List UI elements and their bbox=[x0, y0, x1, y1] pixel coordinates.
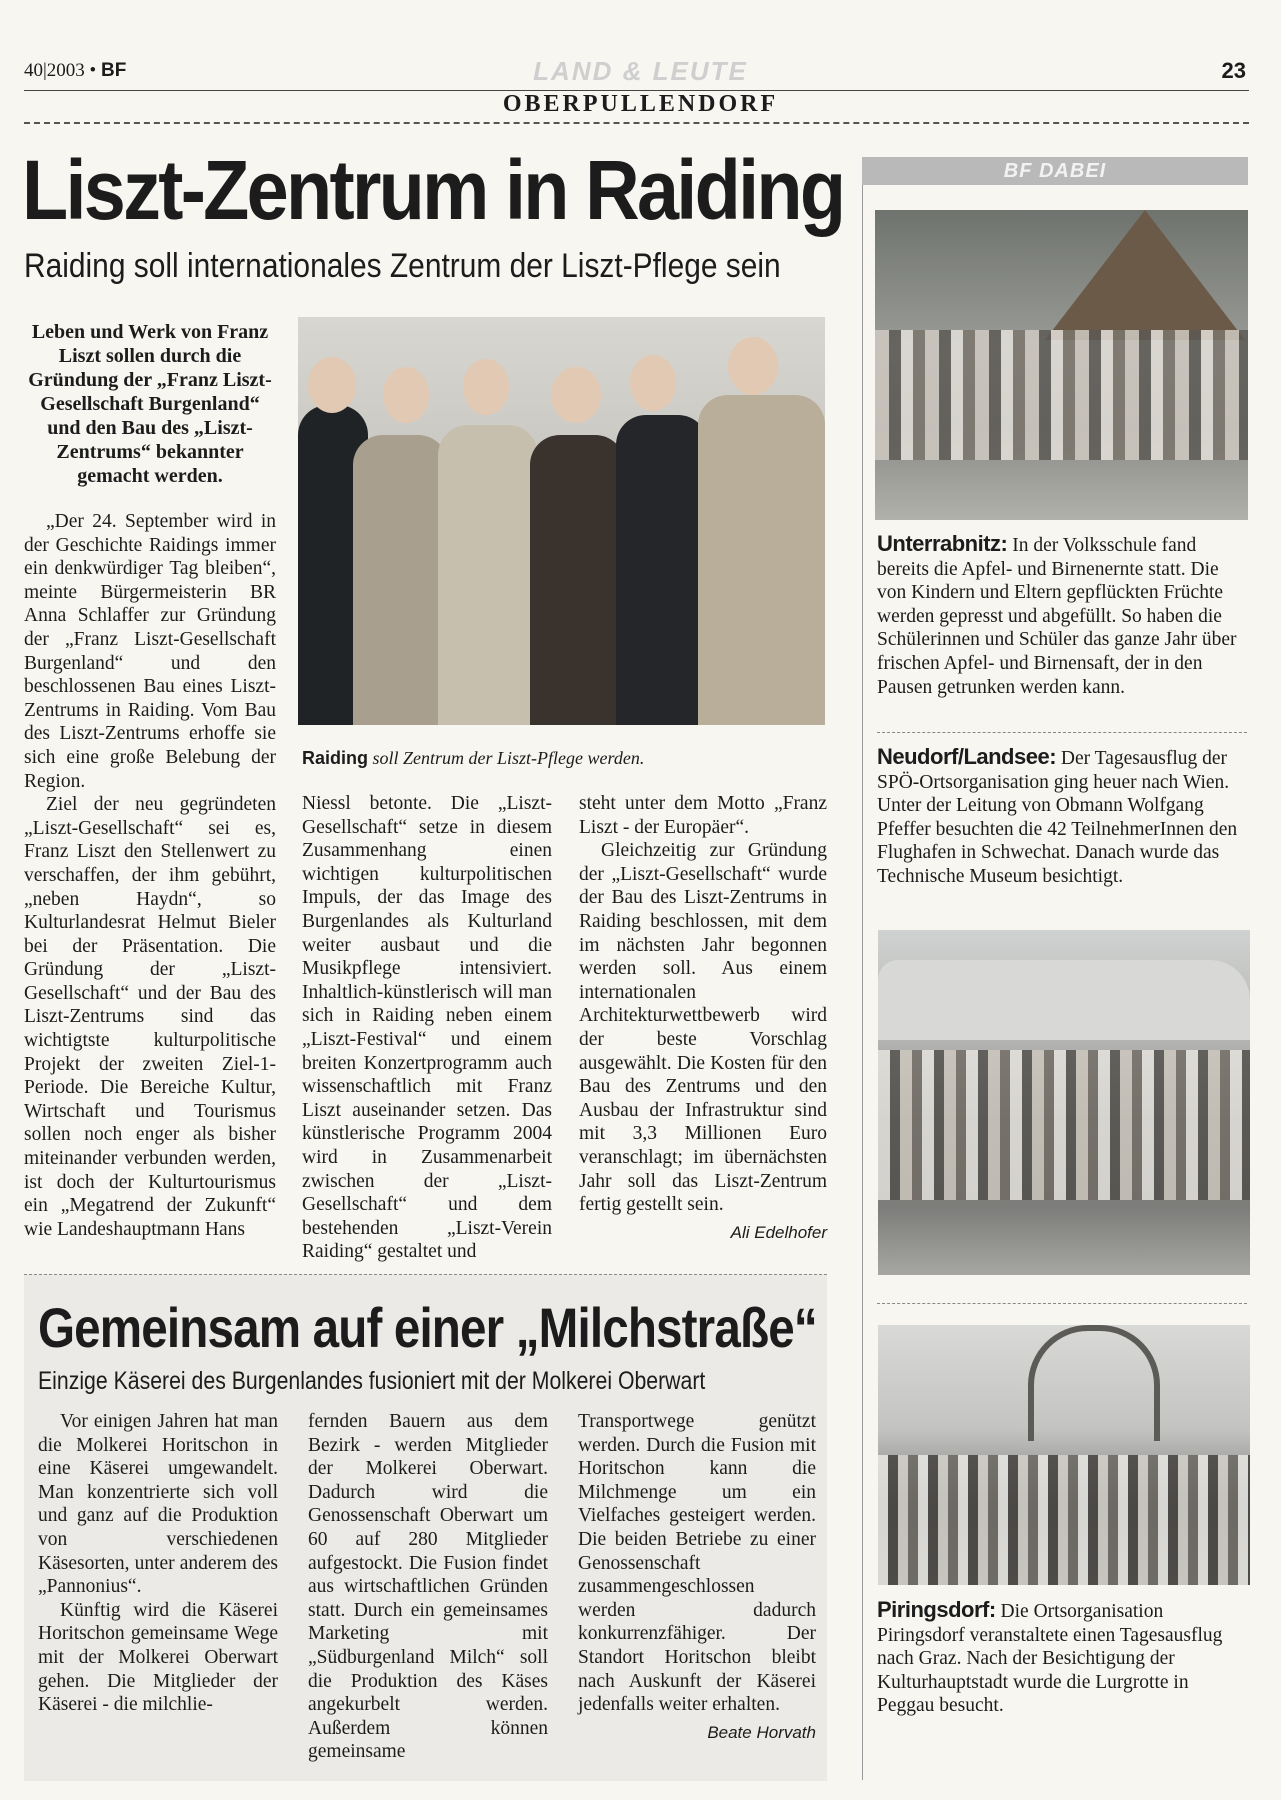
article2-column-1 bbox=[38, 1410, 278, 1717]
caption-bold: Raiding bbox=[302, 748, 368, 768]
sidebar-place: Unterrabnitz: bbox=[877, 531, 1008, 556]
article-column-3 bbox=[579, 792, 827, 1244]
article2-headline: Gemeinsam auf einer „Milchstraße“ bbox=[38, 1296, 817, 1359]
brand-label: BF bbox=[100, 60, 127, 81]
sidebar-photo-neudorf bbox=[878, 930, 1250, 1275]
paragraph: Transportwege genützt werden. Durch die Fusion mit Horitschon kann die Milchmenge um ein Vielfaches gesteigert werden. Die beiden Betriebe zu einer Genossenschaft zusammengeschlossen werden dadurch konkurrenzfähiger. Der Standort Horitschon bleibt nach Auskunft der Käserei jedenfalls weiter erhalten. bbox=[578, 1411, 816, 1716]
paragraph: Gleichzeitig zur Gründung der „Liszt-Gesellschaft“ wurde der Bau des Liszt-Zentrums in Raiding beschlossen, mit dem im nächsten Jahr begonnen werden soll. Aus einem internationalen Architekturwettbewerb wird der beste Vorschlag ausgewählt. Die Kosten für den Bau des Zentrums und den Ausbau der Infrastruktur sind mit 3,3 Millionen Euro veranschlagt; im übernächsten Jahr soll das Liszt-Zentrum fertig gestellt sein. bbox=[579, 840, 827, 1216]
paragraph: Vor einigen Jahren hat man die Molkerei Horitschon in eine Käserei umgewandelt. Man konzentrierte sich voll und ganz auf die Produktion von verschiedenen Käsesorten, unter anderem des „Pannonius“. bbox=[38, 1411, 278, 1598]
sidebar-text: In der Volksschule fand bereits die Apfel- und Birnenernte statt. Die von Kindern und Eltern gepflückten Früchte werden gepresst und abgefüllt. So haben die Schülerinnen und Schüler das ganze Jahr über frischen Apfel- und Birnensaft, der in den Pausen getrunken werden kann. bbox=[877, 535, 1237, 698]
paragraph: Künftig wird die Käserei Horitschon gemeinsame Wege mit der Molkerei Oberwart gehen. Die Mitglieder der Käserei - die milchlie- bbox=[38, 1599, 278, 1716]
sidebar-item-piringsdorf bbox=[877, 1598, 1247, 1718]
article2-column-2 bbox=[308, 1410, 548, 1764]
main-photo-group bbox=[298, 317, 825, 725]
paragraph: fernden Bauern aus dem Bezirk - werden Mitglieder der Molkerei Oberwart. Dadurch wird die Genossenschaft Oberwart um 60 auf 280 Mitglieder aufgestockt. Die Fusion findet aus wirtschaftlichen Gründen statt. Durch ein gemeinsames Marketing mit „Südburgenland Milch“ soll die Produktion des Käses angekurbelt werden. Außerdem können gemeinsame bbox=[308, 1411, 548, 1763]
article-column-2 bbox=[302, 792, 552, 1264]
sidebar-place: Piringsdorf: bbox=[877, 1597, 996, 1622]
page-number: 23 bbox=[1221, 58, 1246, 83]
article-lead: Leben und Werk von Franz Liszt sollen durch die Gründung der „Franz Liszt-Gesellschaft Burgenland“ und den Bau des „Liszt-Zentrums“ bekannter gemacht werden. bbox=[28, 321, 272, 487]
sidebar-dashed-rule bbox=[877, 732, 1247, 733]
author-byline: Beate Horvath bbox=[707, 1722, 816, 1742]
sidebar-text: Der Tagesausflug der SPÖ-Ortsorganisation ging heuer nach Wien. Unter der Leitung von Obmann Wolfgang Pfeffer besuchten die 42 TeilnehmerInnen den Flughafen in Schwechat. Danach wurde das Technische Museum besichtigt. bbox=[877, 748, 1238, 887]
author-byline: Ali Edelhofer bbox=[730, 1222, 827, 1242]
paragraph: Niessl betonte. Die „Liszt-Gesellschaft“ setze in diesem Zusammenhang einen wichtigen kulturpolitischen Impuls, der das Image des Burgenlandes als Kulturland weiter ausbaut und die Musikpflege intensiviert. Inhaltlich-künstlerisch will man sich in Raiding neben einem „Liszt-Festival“ und einem breiten Konzertprogramm auch wissenschaftlich mit Franz Liszt auseinander setzen. Das künstlerische Programm 2004 wird in Zusammenarbeit zwischen der „Liszt-Gesellschaft“ und dem bestehenden „Liszt-Verein Raiding“ gestaltet und bbox=[302, 793, 552, 1263]
sidebar-divider bbox=[862, 185, 863, 1780]
paragraph: Ziel der neu gegründeten „Liszt-Gesellschaft“ sei es, Franz Liszt den Stellenwert zu verschaffen, der ihm gebührt, „neben Haydn“, so Kulturlandesrat Helmut Bieler bei der Präsentation. Die Gründung der „Liszt-Gesellschaft“ und der Bau des Liszt-Zentrums sind das wichtigtste kulturpolitische Projekt der zweiten Ziel-1-Periode. Die Bereiche Kultur, Wirtschaft und Tourismus sollen noch enger als bisher miteinander verbunden werden, ist doch der Kulturtourismus ein „Megatrend der Zukunft“ wie Landeshauptmann Hans bbox=[24, 794, 276, 1240]
section-title: LAND & LEUTE bbox=[533, 56, 748, 86]
sidebar-dashed-rule bbox=[877, 1303, 1247, 1304]
region-title: OBERPULLENDORF bbox=[502, 91, 779, 117]
article2-subheadline: Einzige Käserei des Burgenlandes fusioniert mit der Molkerei Oberwart bbox=[38, 1367, 706, 1395]
sidebar-photo-piringsdorf bbox=[878, 1325, 1250, 1585]
sidebar-item-neudorf bbox=[877, 745, 1247, 889]
header-dashed-rule bbox=[24, 122, 1249, 124]
paragraph: „Der 24. September wird in der Geschichte Raidings immer ein denkwürdiger Tag bleiben“, meinte Bürgermeisterin BR Anna Schlaffer zur Gründung der „Franz Liszt-Gesellschaft Burgenland“ und den beschlossenen Bau eines Liszt-Zentrums in Raiding. Vom Bau des Liszt-Zentrums erhoffe sie sich eine große Belebung der Region. bbox=[24, 511, 276, 792]
paragraph: steht unter dem Motto „Franz Liszt - der Europäer“. bbox=[579, 793, 827, 838]
sidebar-item-unterrabnitz bbox=[877, 532, 1247, 699]
sidebar-place: Neudorf/Landsee: bbox=[877, 744, 1057, 769]
caption-text: soll Zentrum der Liszt-Pflege werden. bbox=[368, 748, 645, 768]
sidebar-title: BF DABEI bbox=[862, 157, 1248, 185]
sidebar-photo-unterrabnitz bbox=[875, 210, 1248, 520]
sidebar-text: Die Ortsorganisation Piringsdorf veranstaltete einen Tagesausflug nach Graz. Nach der Besichtigung der Kulturhauptstadt wurde die Lurgrotte in Peggau besucht. bbox=[877, 1601, 1223, 1717]
article-subheadline: Raiding soll internationales Zentrum der Liszt-Pflege sein bbox=[24, 247, 781, 285]
article-headline: Liszt-Zentrum in Raiding bbox=[22, 143, 844, 237]
issue-number: 40|2003 • bbox=[24, 60, 97, 81]
photo-caption bbox=[302, 748, 822, 769]
article-column-1 bbox=[24, 510, 276, 1241]
article2-column-3 bbox=[578, 1410, 816, 1744]
